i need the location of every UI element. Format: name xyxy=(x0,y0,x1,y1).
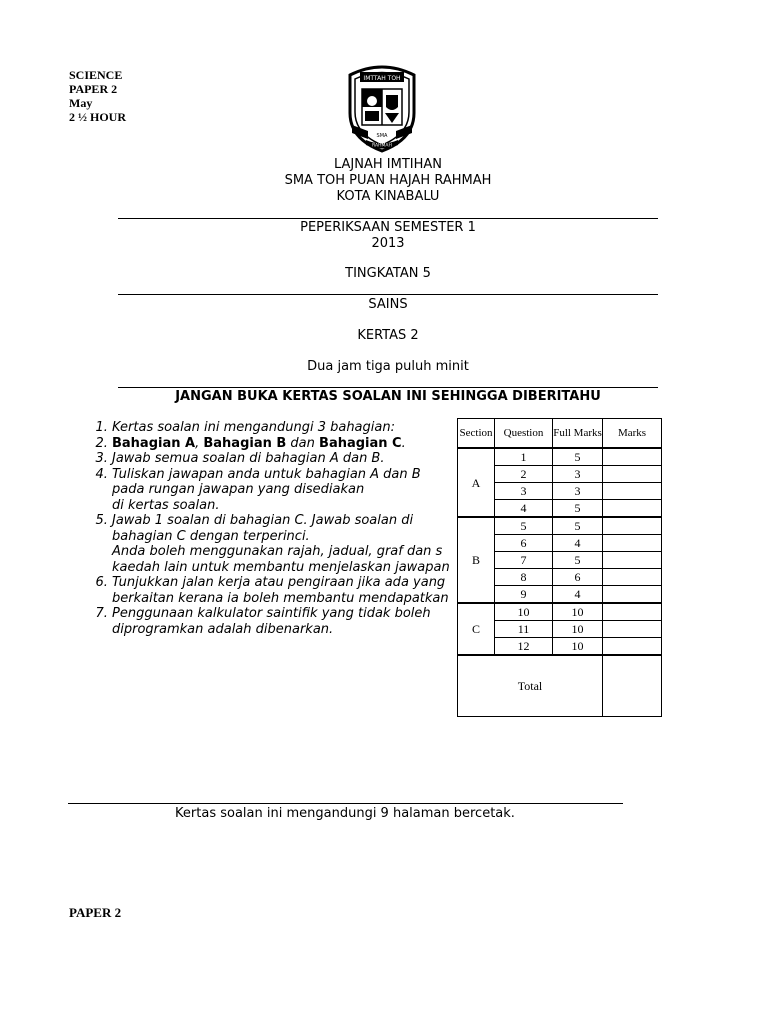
instruction-item: 6. Tunjukkan jalan kerja atau pengiraan jika ada yang berkaitan kerana ia boleh membantu mendapatkan xyxy=(112,575,460,606)
full-marks: 10 xyxy=(553,621,603,638)
full-marks: 5 xyxy=(553,552,603,569)
full-marks: 3 xyxy=(553,483,603,500)
table-row xyxy=(458,448,662,466)
marks-cell[interactable] xyxy=(603,603,662,621)
question-number: 10 xyxy=(495,603,553,621)
instruction-item: 7. Penggunaan kalkulator saintifik yang tidak boleh diprogramkan adalah dibenarkan. xyxy=(112,606,460,637)
table-header-row xyxy=(458,419,662,449)
corner-month: May xyxy=(69,96,93,110)
exam-duration: Dua jam tiga puluh minit xyxy=(307,359,469,374)
header-question: Question xyxy=(495,419,553,449)
marks-cell[interactable] xyxy=(603,586,662,604)
header-line-2: SMA TOH PUAN HAJAH RAHMAH xyxy=(284,173,492,188)
divider-2 xyxy=(118,294,658,295)
svg-text:IMTTAH TOH: IMTTAH TOH xyxy=(363,75,401,82)
full-marks: 5 xyxy=(553,517,603,535)
marks-cell[interactable] xyxy=(603,621,662,638)
page-count-note: Kertas soalan ini mengandungi 9 halaman bercetak. xyxy=(175,806,515,821)
footer-divider xyxy=(68,803,623,804)
header-full-marks: Full Marks xyxy=(553,419,603,449)
question-number: 5 xyxy=(495,517,553,535)
section-label: C xyxy=(458,603,495,655)
question-number: 1 xyxy=(495,448,553,466)
section-label: B xyxy=(458,517,495,603)
corner-info xyxy=(69,68,126,124)
instruction-item: 2. Bahagian A, Bahagian B dan Bahagian C. xyxy=(112,436,460,452)
total-row xyxy=(458,655,662,717)
marks-cell[interactable] xyxy=(603,466,662,483)
marks-cell[interactable] xyxy=(603,500,662,518)
school-crest-logo xyxy=(344,61,420,153)
question-number: 11 xyxy=(495,621,553,638)
paper-label: PAPER 2 xyxy=(69,905,122,920)
question-number: 3 xyxy=(495,483,553,500)
header-line-3: KOTA KINABALU xyxy=(336,189,440,204)
total-marks-cell[interactable] xyxy=(603,655,662,717)
corner-duration: 2 ½ HOUR xyxy=(69,110,126,124)
svg-text:SMA: SMA xyxy=(376,133,388,139)
marks-cell[interactable] xyxy=(603,569,662,586)
full-marks: 10 xyxy=(553,638,603,656)
exam-name: PEPERIKSAAN SEMESTER 1 xyxy=(300,220,476,235)
full-marks: 5 xyxy=(553,500,603,518)
full-marks: 4 xyxy=(553,535,603,552)
full-marks: 10 xyxy=(553,603,603,621)
table-row xyxy=(458,603,662,621)
total-label: Total xyxy=(458,655,603,717)
header-line-1: LAJNAH IMTIHAN xyxy=(333,157,442,172)
full-marks: 3 xyxy=(553,466,603,483)
marks-table xyxy=(457,418,662,717)
instructions xyxy=(90,420,460,637)
marks-cell[interactable] xyxy=(603,448,662,466)
exam-warning: JANGAN BUKA KERTAS SOALAN INI SEHINGGA DIBERITAHU xyxy=(175,389,601,404)
question-number: 4 xyxy=(495,500,553,518)
question-number: 9 xyxy=(495,586,553,604)
corner-subject: SCIENCE xyxy=(69,68,123,82)
header-marks: Marks xyxy=(603,419,662,449)
divider-3 xyxy=(118,387,658,388)
svg-text:RAHMAH: RAHMAH xyxy=(372,143,392,149)
instruction-item: 5. Jawab 1 soalan di bahagian C. Jawab soalan di bahagian C dengan terperinci. Anda boleh menggunakan rajah, jadual, graf dan s kaedah lain untuk membantu menjelaskan jawapan xyxy=(112,513,460,575)
table-row xyxy=(458,517,662,535)
question-number: 2 xyxy=(495,466,553,483)
corner-paper: PAPER 2 xyxy=(69,82,118,96)
exam-year: 2013 xyxy=(371,236,405,251)
question-number: 8 xyxy=(495,569,553,586)
marks-cell[interactable] xyxy=(603,638,662,656)
marks-cell[interactable] xyxy=(603,552,662,569)
exam-paper: KERTAS 2 xyxy=(357,328,419,343)
instruction-item: 3. Jawab semua soalan di bahagian A dan B. xyxy=(112,451,460,467)
header-section: Section xyxy=(458,419,495,449)
section-label: A xyxy=(458,448,495,517)
full-marks: 4 xyxy=(553,586,603,604)
question-number: 12 xyxy=(495,638,553,656)
marks-cell[interactable] xyxy=(603,483,662,500)
exam-subject: SAINS xyxy=(368,297,408,312)
question-number: 6 xyxy=(495,535,553,552)
question-number: 7 xyxy=(495,552,553,569)
full-marks: 5 xyxy=(553,448,603,466)
instruction-item: 4. Tuliskan jawapan anda untuk bahagian A dan B pada rungan jawapan yang disediakan di kertas soalan. xyxy=(112,467,460,514)
exam-form: TINGKATAN 5 xyxy=(345,266,431,281)
full-marks: 6 xyxy=(553,569,603,586)
divider-1 xyxy=(118,218,658,219)
instruction-item: 1. Kertas soalan ini mengandungi 3 bahagian: xyxy=(112,420,460,436)
marks-cell[interactable] xyxy=(603,535,662,552)
marks-cell[interactable] xyxy=(603,517,662,535)
